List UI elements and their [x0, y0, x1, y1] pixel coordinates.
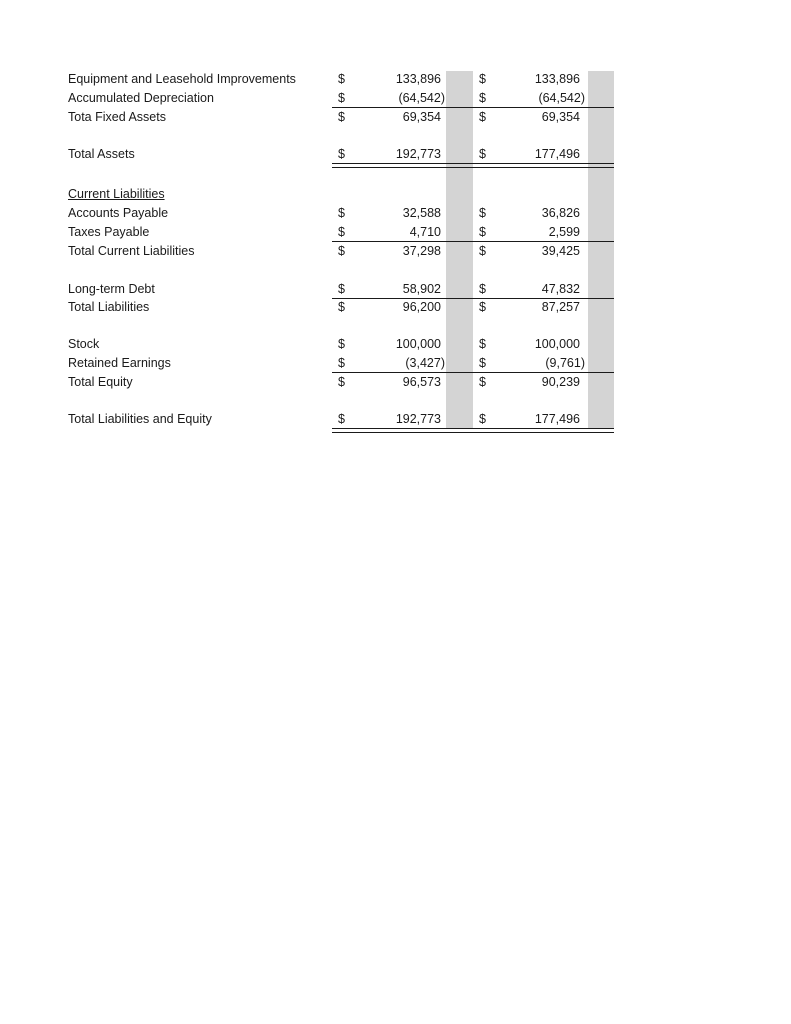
total-double-rule [332, 428, 614, 433]
value-taxes-payable-col2: 2,599 [548, 225, 580, 239]
currency-symbol: $ [479, 225, 486, 239]
value-stock-col2: 100,000 [534, 337, 580, 351]
value-accum-dep-col1: (64,542) [398, 91, 445, 105]
subtotal-rule [332, 298, 614, 299]
currency-symbol: $ [338, 282, 345, 296]
value-total-liab-equity-col1: 192,773 [395, 412, 441, 426]
row-label-equipment: Equipment and Leasehold Improvements [68, 72, 296, 86]
value-total-current-liabilities-col1: 37,298 [402, 244, 441, 258]
value-stock-col1: 100,000 [395, 337, 441, 351]
value-long-term-debt-col1: 58,902 [402, 282, 441, 296]
currency-symbol: $ [338, 72, 345, 86]
row-label-total-assets: Total Assets [68, 147, 135, 161]
currency-symbol: $ [338, 110, 345, 124]
value-accounts-payable-col1: 32,588 [402, 206, 441, 220]
currency-symbol: $ [338, 147, 345, 161]
value-total-liabilities-col2: 87,257 [541, 300, 580, 314]
row-label-accum-dep: Accumulated Depreciation [68, 91, 214, 105]
subtotal-rule [332, 107, 614, 108]
value-total-equity-col2: 90,239 [541, 375, 580, 389]
shaded-column-2 [588, 71, 614, 428]
currency-symbol: $ [479, 147, 486, 161]
value-total-equity-col1: 96,573 [402, 375, 441, 389]
value-equipment-col2: 133,896 [534, 72, 580, 86]
row-label-stock: Stock [68, 337, 100, 351]
currency-symbol: $ [338, 356, 345, 370]
value-accounts-payable-col2: 36,826 [541, 206, 580, 220]
value-taxes-payable-col1: 4,710 [409, 225, 441, 239]
value-total-current-liabilities-col2: 39,425 [541, 244, 580, 258]
currency-symbol: $ [479, 206, 486, 220]
shaded-column-1 [446, 71, 473, 428]
currency-symbol: $ [479, 337, 486, 351]
row-label-long-term-debt: Long-term Debt [68, 282, 155, 296]
currency-symbol: $ [338, 244, 345, 258]
subtotal-rule [332, 241, 614, 242]
row-label-total-equity: Total Equity [68, 375, 133, 389]
currency-symbol: $ [338, 206, 345, 220]
row-label-taxes-payable: Taxes Payable [68, 225, 150, 239]
row-label-total-liab-equity: Total Liabilities and Equity [68, 412, 212, 426]
currency-symbol: $ [479, 110, 486, 124]
value-total-liab-equity-col2: 177,496 [534, 412, 580, 426]
row-label-retained-earnings: Retained Earnings [68, 356, 171, 370]
currency-symbol: $ [338, 300, 345, 314]
value-equipment-col1: 133,896 [395, 72, 441, 86]
row-label-accounts-payable: Accounts Payable [68, 206, 169, 220]
row-label-fixed-assets: Tota Fixed Assets [68, 110, 166, 124]
currency-symbol: $ [479, 244, 486, 258]
currency-symbol: $ [479, 375, 486, 389]
currency-symbol: $ [479, 282, 486, 296]
value-fixed-assets-col1: 69,354 [402, 110, 441, 124]
value-retained-earnings-col1: (3,427) [405, 356, 445, 370]
value-total-assets-col1: 192,773 [395, 147, 441, 161]
currency-symbol: $ [479, 300, 486, 314]
subtotal-rule [332, 372, 614, 373]
row-label-total-current-liabilities: Total Current Liabilities [68, 244, 195, 258]
value-fixed-assets-col2: 69,354 [541, 110, 580, 124]
currency-symbol: $ [338, 225, 345, 239]
currency-symbol: $ [479, 412, 486, 426]
row-label-total-liabilities: Total Liabilities [68, 300, 150, 314]
currency-symbol: $ [479, 91, 486, 105]
currency-symbol: $ [338, 337, 345, 351]
currency-symbol: $ [338, 412, 345, 426]
currency-symbol: $ [479, 72, 486, 86]
section-heading-current-liabilities: Current Liabilities [68, 187, 165, 201]
value-retained-earnings-col2: (9,761) [545, 356, 585, 370]
value-accum-dep-col2: (64,542) [538, 91, 585, 105]
total-double-rule [332, 163, 614, 168]
value-total-assets-col2: 177,496 [534, 147, 580, 161]
currency-symbol: $ [479, 356, 486, 370]
value-total-liabilities-col1: 96,200 [402, 300, 441, 314]
value-long-term-debt-col2: 47,832 [541, 282, 580, 296]
currency-symbol: $ [338, 375, 345, 389]
currency-symbol: $ [338, 91, 345, 105]
